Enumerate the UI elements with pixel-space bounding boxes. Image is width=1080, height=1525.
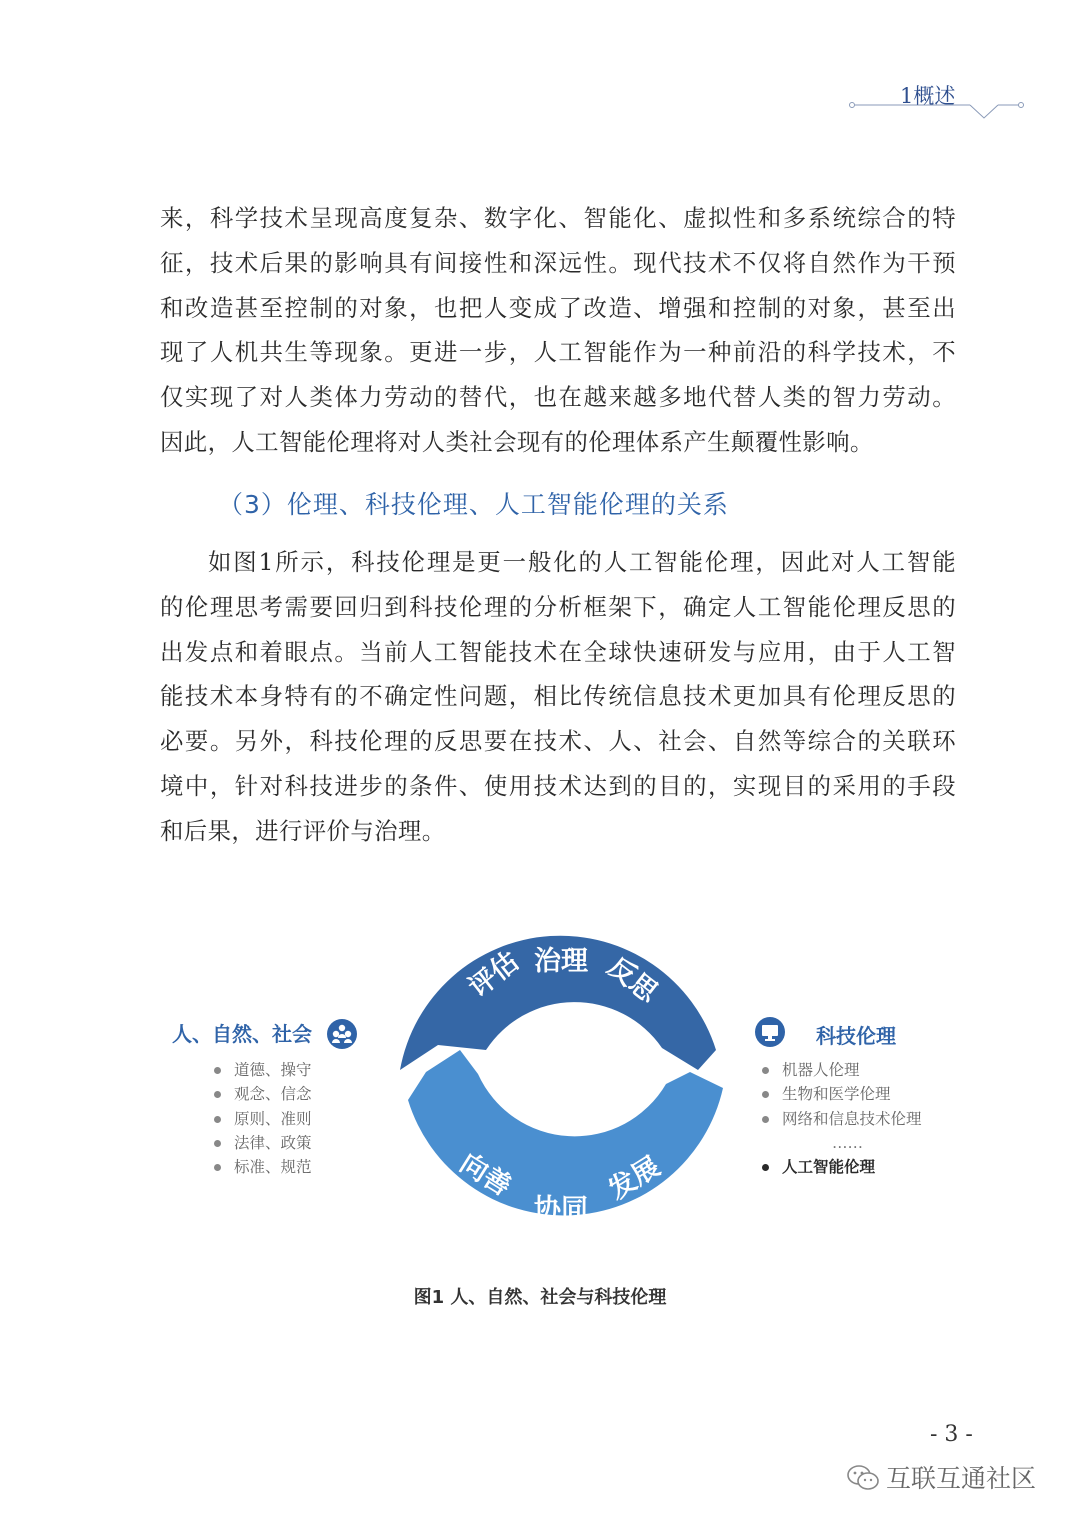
figure-caption: 图1 人、自然、社会与科技伦理 <box>413 1287 667 1308</box>
list-item: 法律、政策 <box>212 1131 312 1155</box>
chapter-title: 1概述 <box>900 84 956 108</box>
text-line: 因此，人工智能伦理将对人类社会现有的伦理体系产生颠覆性影响。 <box>160 427 874 456</box>
text-line: 仅实现了对人类体力劳动的替代，也在越来越多地代替人类的智力劳动。 <box>160 383 956 412</box>
running-header <box>848 76 1028 126</box>
text-line: 和改造甚至控制的对象，也把人变成了改造、增强和控制的对象，甚至出 <box>160 293 956 322</box>
ring-label-assess: 评估 <box>463 945 525 1004</box>
ring-label-reflect: 反思 <box>601 951 664 1009</box>
text-line: 现了人机共生等现象。更进一步，人工智能作为一种前沿的科学技术，不 <box>160 338 956 367</box>
right-panel-title: 科技伦理 <box>816 1024 896 1048</box>
watermark-text: 互联互通社区 <box>886 1464 1037 1493</box>
list-item: 机器人伦理 <box>760 1058 922 1082</box>
text-line: 征，技术后果的影响具有间接性和深远性。现代技术不仅将自然作为干预 <box>160 248 956 277</box>
text-line: 和后果，进行评价与治理。 <box>160 816 446 845</box>
figure-1-diagram <box>160 900 940 1260</box>
list-item: 观念、信念 <box>212 1082 312 1106</box>
left-panel-title: 人、自然、社会 <box>172 1022 312 1046</box>
text-line: 的伦理思考需要回归到科技伦理的分析框架下，确定人工智能伦理反思的 <box>160 592 956 621</box>
cycle-ring <box>398 900 728 1250</box>
list-item: 生物和医学伦理 <box>760 1082 922 1106</box>
text-line: 出发点和着眼点。当前人工智能技术在全球快速研发与应用，由于人工智 <box>160 637 956 666</box>
monitor-icon <box>754 1016 786 1048</box>
section-heading: （3）伦理、科技伦理、人工智能伦理的关系 <box>218 490 729 519</box>
ring-label-govern: 治理 <box>534 946 588 977</box>
ring-label-good: 向善 <box>454 1147 517 1203</box>
list-item: 原则、准则 <box>212 1107 312 1131</box>
text-line: 如图1所示，科技伦理是更一般化的人工智能伦理，因此对人工智能 <box>208 548 956 576</box>
text-line: 必要。另外，科技伦理的反思要在技术、人、社会、自然等综合的关联环 <box>160 727 956 756</box>
list-item: 道德、操守 <box>212 1058 312 1082</box>
ring-label-develop: 发展 <box>603 1151 666 1206</box>
list-item: 网络和信息技术伦理 <box>760 1107 922 1131</box>
paragraph-2 <box>160 540 956 854</box>
text-line: 能技术本身特有的不确定性问题，相比传统信息技术更加具有伦理反思的 <box>160 682 956 711</box>
ring-bottom-band <box>408 1050 723 1215</box>
page-number: - 3 - <box>930 1422 973 1447</box>
text-line: 境中，针对科技进步的条件、使用技术达到的目的，实现目的采用的手段 <box>160 771 956 800</box>
right-panel-list <box>760 1058 922 1179</box>
text-line: 来，科学技术呈现高度复杂、数字化、智能化、虚拟性和多系统综合的特 <box>160 204 956 232</box>
wechat-icon <box>846 1463 880 1493</box>
list-item: 标准、规范 <box>212 1155 312 1179</box>
ring-label-collab: 协同 <box>534 1194 588 1225</box>
list-ellipsis: …… <box>832 1133 863 1152</box>
left-panel-list <box>212 1058 312 1179</box>
list-item-highlight: 人工智能伦理 <box>760 1155 922 1179</box>
people-group-icon <box>326 1018 358 1050</box>
paragraph-1 <box>160 196 956 465</box>
